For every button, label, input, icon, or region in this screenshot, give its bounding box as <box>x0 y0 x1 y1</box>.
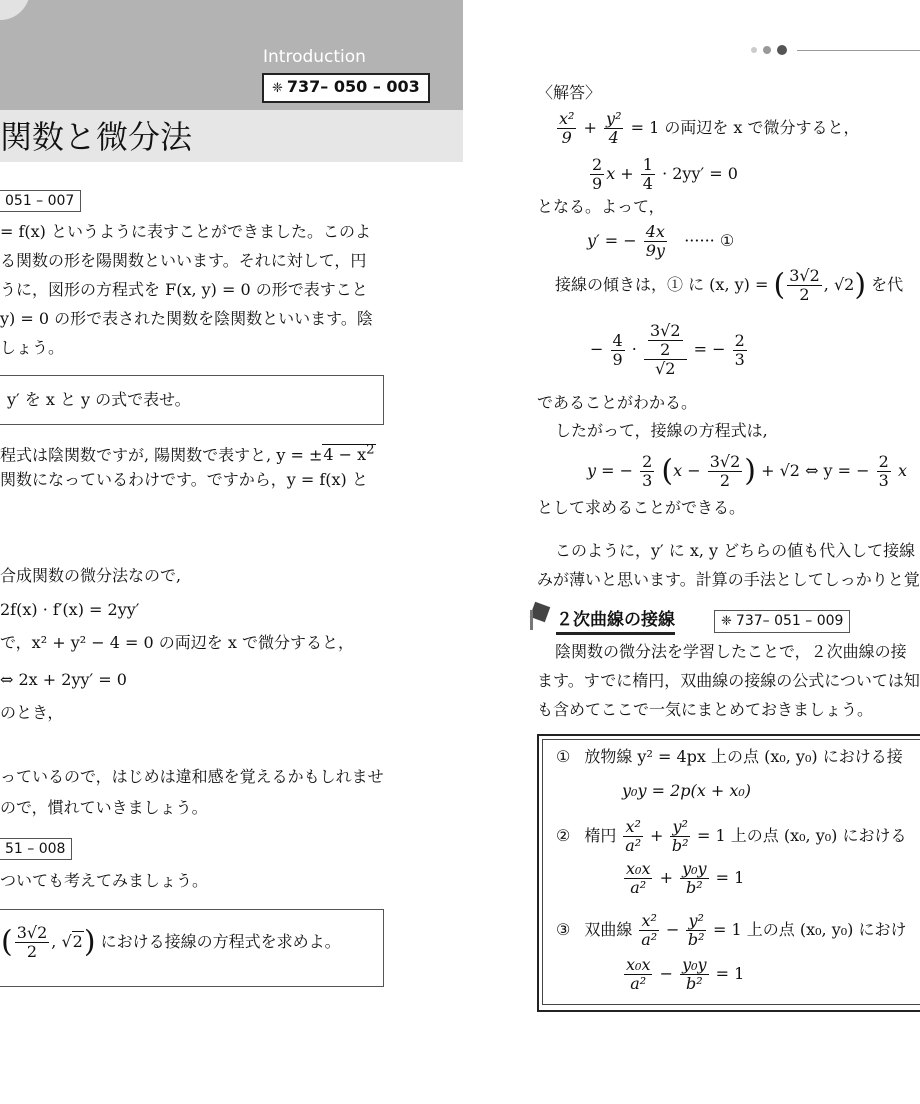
section-label: Introduction <box>263 47 366 67</box>
fraction: $\frac{3√2}{2}$ <box>16 923 48 961</box>
sqrt-exp: 2 <box>366 443 375 458</box>
line-differentiate: で，x² + y² − 4 = 0 の両辺を x で微分すると， <box>0 633 354 652</box>
eq-result: ⇔ 2x + 2yy′ = 0 <box>0 670 127 689</box>
para2-line1 <box>0 441 376 465</box>
diamond-code-icon: ❈ <box>721 614 732 629</box>
para2-text: 程式は陰関数ですが, 陽関数で表すと, y = ± <box>0 445 323 465</box>
answer-line3: となる。よって， <box>537 197 665 216</box>
exercise-box-1 <box>0 375 384 425</box>
para3-line1: っているので，はじめは違和感を覚えるかもしれませ <box>0 767 384 786</box>
para1-line3: うに，図形の方程式を F(x, y) = 0 の形で表すこと <box>0 280 368 299</box>
line-when: のとき， <box>0 703 64 722</box>
eq-derivative: 2f(x) · f′(x) = 2yy′ <box>0 600 140 619</box>
conclusion-line1: このように，y′ に x, y どちらの値も代入して接線 <box>555 541 916 560</box>
section-flag-icon <box>528 604 548 630</box>
page-title: 関数と微分法 <box>0 118 193 156</box>
formula-3-result: $\frac{\text{x₀x}}{\text{a²}}$ − $\frac{\text{y₀y}}{\text{b²}}$ = 1 <box>626 955 745 993</box>
exercise-2-expr: ( $\frac{3√2}{2}$ , √2) における接線の方程式を求めよ。 <box>1 923 341 961</box>
section-title: ２次曲線の接線 <box>556 608 675 635</box>
problem-code-2: 51 – 008 <box>0 838 72 860</box>
para1-line1: = f(x) というように表すことができました。このよ <box>0 222 372 241</box>
section-code-text: 737– 051 – 009 <box>735 613 844 629</box>
slope-line: 接線の傾きは，① に (x, y) = ( $\frac{3√2}{2}$ , √2) を代 <box>555 266 904 304</box>
para1-line5: しょう。 <box>0 338 65 357</box>
sqrt: 2 <box>72 932 83 951</box>
para2-line2: 関数になっているわけです。ですから，y = f(x) と <box>0 470 368 489</box>
intro-line2: ます。すでに楕円，双曲線の接線の公式については知 <box>537 671 920 690</box>
exercise-2-text: における接線の方程式を求めよ。 <box>100 932 341 951</box>
answer-line1: $\frac{\text{x²}}{9}$ + $\frac{\text{y²}}{4}$ = 1 の両辺を x で微分すると， <box>559 109 860 147</box>
answer-label: 〈解答〉 <box>537 83 602 102</box>
para1-line4: y) = 0 の形で表された関数を陰関数といいます。陰 <box>0 309 373 328</box>
line-consider: ついても考えてみましょう。 <box>0 871 209 890</box>
exercise-1-text: y′ を x と y の式で表せ。 <box>7 390 191 409</box>
reference-code-text: 737– 050 – 003 <box>286 77 420 96</box>
formula-1: ① 放物線 y² = 4px 上の点 (x₀, y₀) における接 <box>556 747 903 766</box>
line-composite: 合成関数の微分法なので, <box>0 566 182 585</box>
diamond-code-icon: ❈ <box>272 81 283 96</box>
exercise-box-2 <box>0 909 384 987</box>
line-conclude: であることがわかる。 <box>537 393 698 412</box>
line-found: として求めることができる。 <box>537 498 746 517</box>
formula-1-result: y₀y = 2p(x + x₀) <box>622 781 752 800</box>
para3-line2: ので，慣れていきましょう。 <box>0 798 208 817</box>
conclusion-line2: みが薄いと思います。計算の手法としてしっかりと覚 <box>537 570 920 589</box>
formula-2: ② 楕円 $\frac{\text{x²}}{\text{a²}}$ + $\frac{\text{y²}}{\text{b²}}$ = 1 上の点 (x₀, y₀) における <box>556 817 907 855</box>
intro-line3: も含めてここで一気にまとめておきましょう。 <box>537 700 874 719</box>
sqrt-expression <box>322 444 375 464</box>
para1-line2: る関数の形を陽関数といいます。それに対して，円 <box>0 251 367 270</box>
answer-line2: $\frac{2}{9}$ x + $\frac{1}{4}$ · 2yy′ = 0 <box>592 155 738 193</box>
slope-calc: − $\frac{4}{9}$ · $\frac{\frac{3√2}{2}}{√2}$ = − $\frac{2}{3}$ <box>590 321 745 378</box>
problem-code-1: 051 – 007 <box>0 190 81 212</box>
line-therefore: したがって，接線の方程式は, <box>555 421 768 440</box>
tangent-equation: y = − $\frac{2}{3}$ (x − $\frac{3√2}{2}$ ) + √2 ⇔ y = − $\frac{2}{3}$ x <box>587 452 907 490</box>
intro-line1: 陰関数の微分法を学習したことで，２次曲線の接 <box>555 642 907 661</box>
answer-eq: y′ = − $\frac{4x}{9y}$ ······ ① <box>587 222 735 260</box>
section-code <box>714 610 850 633</box>
formula-2-result: $\frac{\text{x₀x}}{\text{a²}}$ + $\frac{\text{y₀y}}{\text{b²}}$ = 1 <box>626 859 745 897</box>
sqrt-body: 4 − x <box>323 445 367 465</box>
reference-code <box>262 73 430 103</box>
formula-3: ③ 双曲線 $\frac{\text{x²}}{\text{a²}}$ − $\frac{\text{y²}}{\text{b²}}$ = 1 上の点 (x₀, y₀) におけ <box>556 911 907 949</box>
